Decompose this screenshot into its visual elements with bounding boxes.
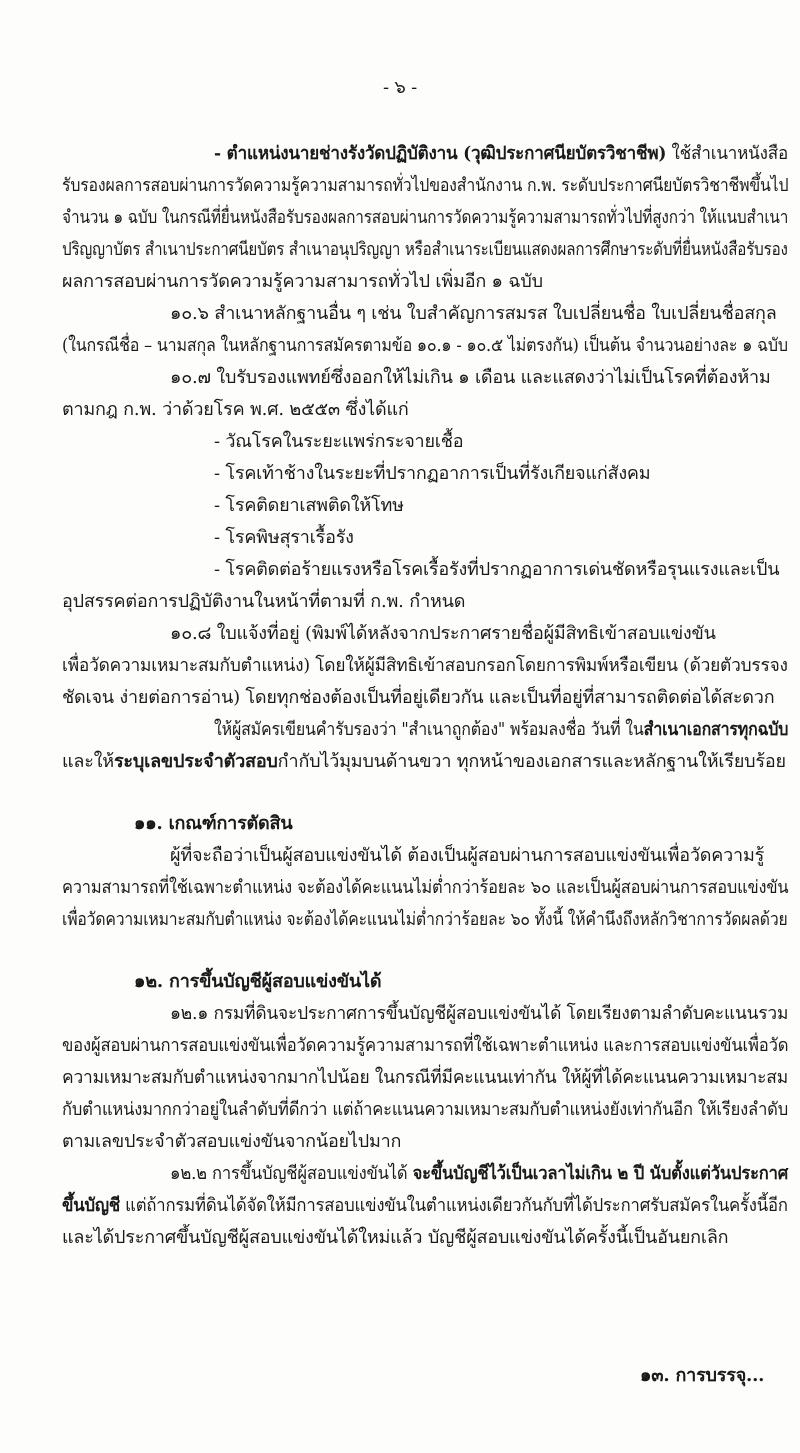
disease-item-cont: อุปสรรคต่อการปฏิบัติงานในหน้าที่ตามที่ ก.พ. กำหนด (62, 591, 466, 612)
position-para-line: ผลการสอบผ่านการวัดความรู้ความสามารถทั่วไป เพิ่มอีก ๑ ฉบับ (62, 271, 543, 292)
item-10-8-line: เพื่อวัดความเหมาะสมกับตำแหน่ง) โดยให้ผู้มีสิทธิเข้าสอบกรอกโดยการพิมพ์หรือเขียน (ด้วยตัวบรรจง (62, 655, 788, 676)
section-12-2-text: แต่ถ้ากรมที่ดินได้จัดให้มีการสอบแข่งขันในตำแหน่งเดียวกันกับที่ได้ประกาศรับสมัครในครั้งนี้อีก (120, 1195, 788, 1216)
section-11-line: ผู้ที่จะถือว่าเป็นผู้สอบแข่งขันได้ ต้องเป็นผู้สอบผ่านการสอบแข่งขันเพื่อวัดความรู้ (170, 845, 765, 866)
section-12-1-line: กับตำแหน่งมากกว่าอยู่ในลำดับที่ดีกว่า แต่ถ้าคะแนนความเหมาะสมกับตำแหน่งยังเท่ากันอีก ให้เรียงลำดับ (62, 1099, 789, 1120)
section-12-2-line (170, 1160, 788, 1188)
section-11-heading: ๑๑. เกณฑ์การตัดสิน (134, 813, 293, 834)
section-12-1-line: ของผู้สอบผ่านการสอบแข่งขันเพื่อวัดความรู้ความสามารถที่ใช้เฉพาะตำแหน่ง และการสอบแข่งขันเพื่อวัด (62, 1035, 789, 1056)
section-12-2-line: และได้ประกาศขึ้นบัญชีผู้สอบแข่งขันได้ใหม่แล้ว บัญชีผู้สอบแข่งขันได้ครั้งนี้เป็นอันยกเลิก (62, 1227, 729, 1248)
section-12-1-line: ความเหมาะสมกับตำแหน่งจากมากไปน้อย ในกรณีที่มีคะแนนเท่ากัน ให้ผู้ที่ได้คะแนนความเหมาะสม (62, 1067, 789, 1088)
certify-line (214, 716, 788, 744)
section-11-line: เพื่อวัดความเหมาะสมกับตำแหน่ง จะต้องได้คะแนนไม่ต่ำกว่าร้อยละ ๖๐ ทั้งนี้ ให้คำนึงถึงหลักวิชาการวัดผลด้วย (62, 909, 788, 930)
continuation-marker: ๑๓. การบรรจุ... (640, 1365, 765, 1386)
section-12-2-text: ๑๒.๒ การขึ้นบัญชีผู้สอบแข่งขันได้ (170, 1163, 413, 1184)
item-10-6-line: (ในกรณีชื่อ – นามสกุล ในหลักฐานการสมัครตามข้อ ๑๐.๑ - ๑๐.๕ ไม่ตรงกัน) เป็นต้น จำนวนอย่างละ ๑ ฉบับ (62, 335, 788, 356)
position-para-line: รับรองผลการสอบผ่านการวัดความรู้ความสามารถทั่วไปของสำนักงาน ก.พ. ระดับประกาศนียบัตรวิชาชีพขึ้นไป (62, 175, 789, 196)
section-12-2-line (62, 1192, 788, 1220)
section-12-2-emphasis: จะขึ้นบัญชีไว้เป็นเวลาไม่เกิน ๒ ปี นับตั้งแต่วันประกาศ (412, 1163, 789, 1184)
section-12-1-line: ๑๒.๑ กรมที่ดินจะประกาศการขึ้นบัญชีผู้สอบแข่งขันได้ โดยเรียงตามลำดับคะแนนรวม (170, 1003, 789, 1024)
disease-item: - โรคติดยาเสพติดให้โทษ (214, 495, 404, 516)
position-para-lead (214, 140, 788, 168)
position-para-line: ปริญญาบัตร สำเนาประกาศนียบัตร สำเนาอนุปริญญา หรือสำเนาระเบียนแสดงผลการศึกษาระดับที่ยื่นหนังสือรับรอง (62, 239, 788, 260)
certify-emphasis: ระบุเลขประจำตัวสอบ (113, 751, 278, 772)
position-title: - ตำแหน่งนายช่างรังวัดปฏิบัติงาน (วุฒิประกาศนียบัตรวิชาชีพ) (214, 143, 667, 164)
certify-text: ให้ผู้สมัครเขียนคำรับรองว่า "สำเนาถูกต้อง" พร้อมลงชื่อ วันที่ ใน (214, 719, 644, 740)
position-para-line: จำนวน ๑ ฉบับ ในกรณีที่ยื่นหนังสือรับรองผลการสอบผ่านการวัดความรู้ความสามารถทั่วไปที่สูงกว่า ให้แนบสำเนา (62, 207, 789, 228)
page-number: - ๖ - (382, 77, 418, 98)
certify-text: และให้ (62, 751, 114, 772)
position-lead-rest: ใช้สำเนาหนังสือ (666, 143, 788, 164)
item-10-7-line: ๑๐.๗ ใบรับรองแพทย์ซึ่งออกให้ไม่เกิน ๑ เดือน และแสดงว่าไม่เป็นโรคที่ต้องห้าม (170, 367, 771, 388)
item-10-7-line: ตามกฎ ก.พ. ว่าด้วยโรค พ.ศ. ๒๕๕๓ ซึ่งได้แก่ (62, 399, 409, 420)
section-11-line: ความสามารถที่ใช้เฉพาะตำแหน่ง จะต้องได้คะแนนไม่ต่ำกว่าร้อยละ ๖๐ และเป็นผู้สอบผ่านการสอบแข่งขัน (62, 877, 789, 898)
certify-line (62, 748, 786, 776)
certify-text: กำกับไว้มุมบนด้านขวา ทุกหน้าของเอกสารและหลักฐานให้เรียบร้อย (277, 751, 786, 772)
section-12-2-emphasis: ขึ้นบัญชี (62, 1195, 121, 1216)
disease-item: - โรคพิษสุราเรื้อรัง (214, 527, 354, 548)
section-12-heading: ๑๒. การขึ้นบัญชีผู้สอบแข่งขันได้ (134, 971, 382, 992)
disease-item: - โรคเท้าช้างในระยะที่ปรากฏอาการเป็นที่รังเกียจแก่สังคม (214, 463, 651, 484)
item-10-8-line: ๑๐.๘ ใบแจ้งที่อยู่ (พิมพ์ได้หลังจากประกาศรายชื่อผู้มีสิทธิเข้าสอบแข่งขัน (170, 623, 716, 644)
certify-emphasis: สำเนาเอกสารทุกฉบับ (643, 719, 789, 740)
disease-item: - โรคติดต่อร้ายแรงหรือโรคเรื้อรังที่ปรากฏอาการเด่นชัดหรือรุนแรงและเป็น (214, 559, 780, 580)
disease-item: - วัณโรคในระยะแพร่กระจายเชื้อ (214, 431, 464, 452)
item-10-6-line: ๑๐.๖ สำเนาหลักฐานอื่น ๆ เช่น ใบสำคัญการสมรส ใบเปลี่ยนชื่อ ใบเปลี่ยนชื่อสกุล (170, 303, 777, 324)
section-12-1-line: ตามเลขประจำตัวสอบแข่งขันจากน้อยไปมาก (62, 1131, 402, 1152)
item-10-8-line: ชัดเจน ง่ายต่อการอ่าน) โดยทุกช่องต้องเป็นที่อยู่เดียวกัน และเป็นที่อยู่ที่สามารถติดต่อได้สะดวก (62, 687, 775, 708)
